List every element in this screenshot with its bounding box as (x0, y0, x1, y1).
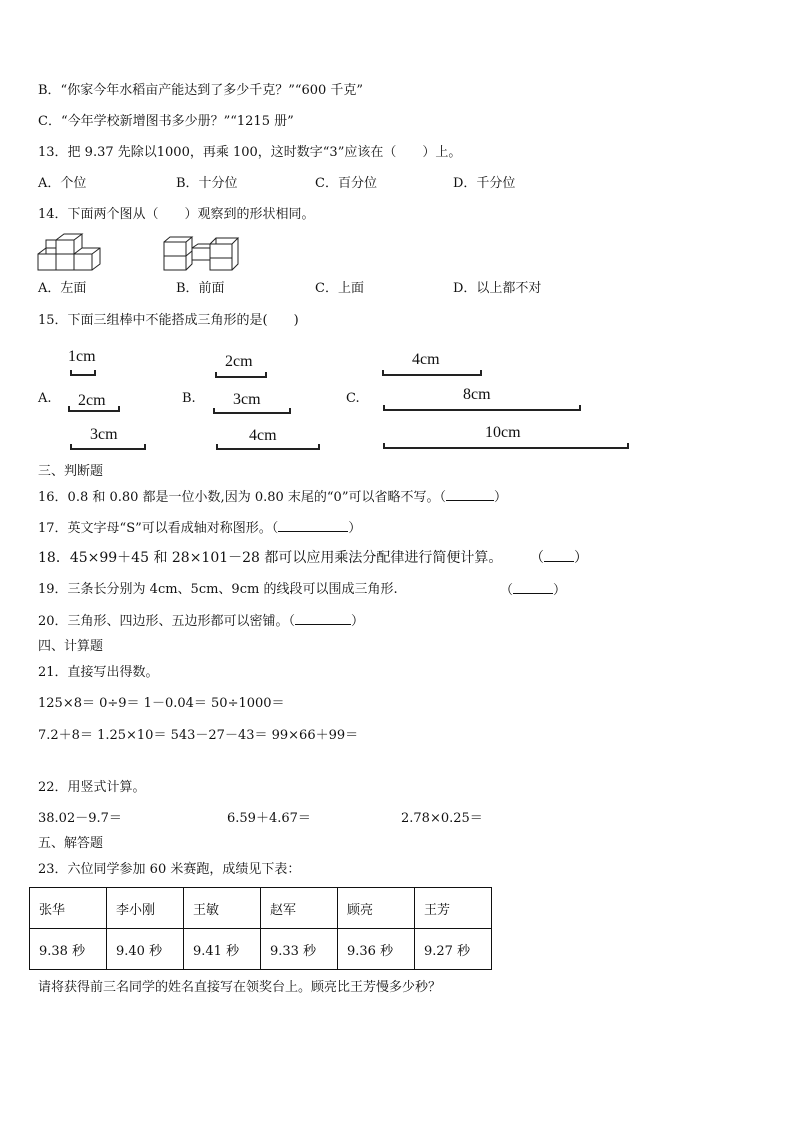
stick-b1-label: 2cm (225, 353, 253, 370)
stick-a1-label: 1cm (68, 348, 96, 365)
stick-a3 (70, 444, 146, 450)
name-cell: 李小刚 (107, 888, 184, 929)
q13-option-c: C．百分位 (315, 176, 377, 191)
q14-option-a: A．左面 (38, 281, 87, 296)
stick-c2-label: 8cm (463, 386, 491, 403)
q15-label-c: C. (346, 391, 360, 406)
stick-c2 (383, 405, 581, 411)
q20 (38, 612, 364, 631)
q23-stem: 23．六位同学参加 60 米赛跑，成绩见下表： (38, 862, 301, 877)
q18-answer-blank[interactable] (544, 549, 574, 562)
q18-paren-open: （ (530, 550, 544, 566)
q22-stem: 22．用竖式计算。 (38, 780, 146, 795)
time-cell: 9.27 秒 (415, 929, 492, 970)
q18-answer (530, 549, 588, 567)
section-3-heading: 三、判断题 (38, 464, 104, 479)
q16-answer-blank[interactable] (446, 488, 494, 501)
time-cell: 9.38 秒 (30, 929, 107, 970)
stick-a2-label: 2cm (78, 392, 106, 409)
stick-b2 (213, 408, 291, 414)
cube-figure-1 (36, 232, 104, 272)
q18-paren-close: ） (574, 550, 588, 566)
cube-figure-2 (162, 232, 242, 272)
q13-option-b: B．十分位 (176, 176, 238, 191)
q22-item-2: 6.59＋4.67＝ (227, 811, 311, 826)
table-row-names (30, 888, 492, 929)
name-cell: 顾亮 (338, 888, 415, 929)
q22-item-3: 2.78×0.25＝ (401, 811, 483, 826)
stick-c3 (383, 443, 629, 449)
q21-stem: 21．直接写出得数。 (38, 665, 159, 680)
stick-a3-label: 3cm (90, 426, 118, 443)
q18 (38, 549, 502, 567)
stick-a2 (68, 406, 120, 412)
q19-paren-open: （ (500, 583, 514, 598)
stick-c1 (382, 370, 482, 376)
q20-answer-blank[interactable] (295, 612, 351, 625)
q17-answer-blank[interactable] (278, 519, 348, 532)
section-5-heading: 五、解答题 (38, 836, 104, 851)
stick-c1-label: 4cm (412, 351, 440, 368)
name-cell: 赵军 (261, 888, 338, 929)
time-cell: 9.40 秒 (107, 929, 184, 970)
name-cell: 王敏 (184, 888, 261, 929)
q20-text: 20．三角形、四边形、五边形都可以密铺。（ (38, 614, 296, 629)
q19-paren-close: ） (553, 583, 567, 598)
q14-option-d: D．以上都不对 (453, 281, 542, 296)
stick-a1 (70, 370, 96, 376)
stick-b3-label: 4cm (249, 427, 277, 444)
q17-text: 17．英文字母“S”可以看成轴对称图形。（ (38, 521, 279, 536)
q19-text: 19．三条长分别为 4cm、5cm、9cm 的线段可以围成三角形. (38, 582, 398, 597)
q23-question: 请将获得前三名同学的姓名直接写在领奖台上。顾亮比王芳慢多少秒？ (38, 980, 442, 995)
q19-answer-blank[interactable] (513, 581, 553, 594)
name-cell: 王芳 (415, 888, 492, 929)
q12-option-b: B．“你家今年水稻亩产能达到了多少千克？”“600 千克” (38, 83, 364, 98)
q15-stem: 15．下面三组棒中不能搭成三角形的是( ) (38, 313, 299, 328)
time-cell: 9.33 秒 (261, 929, 338, 970)
q13-option-d: D．千分位 (453, 176, 516, 191)
table-row-times (30, 929, 492, 970)
stick-c3-label: 10cm (485, 424, 521, 441)
q21-row-1: 125×8＝ 0÷9＝ 1－0.04＝ 50÷1000＝ (38, 696, 285, 711)
q16-text: 16．0.8 和 0.80 都是一位小数,因为 0.80 末尾的“0”可以省略不写。（ (38, 490, 446, 505)
q17 (38, 519, 361, 538)
time-cell: 9.41 秒 (184, 929, 261, 970)
q13-stem: 13．把 9.37 先除以1000，再乘 100，这时数字“3”应该在（ ）上。 (38, 145, 462, 160)
q13-option-a: A．个位 (38, 176, 87, 191)
race-results-table (29, 887, 492, 970)
stick-b2-label: 3cm (233, 391, 261, 408)
q15-label-a: A. (38, 391, 52, 406)
q17-paren-close: ） (348, 521, 362, 536)
q22-item-1: 38.02－9.7＝ (38, 811, 122, 826)
q18-text: 18．45×99＋45 和 28×101－28 都可以应用乘法分配律进行简便计算。 (38, 550, 503, 566)
stick-b3 (216, 444, 320, 450)
q21-row-2: 7.2＋8＝ 1.25×10＝ 543－27－43＝ 99×66＋99＝ (38, 728, 359, 743)
name-cell: 张华 (30, 888, 107, 929)
q14-option-c: C．上面 (315, 281, 364, 296)
q16-paren-close: ） (493, 490, 507, 505)
q14-option-b: B．前面 (176, 281, 225, 296)
q15-label-b: B. (182, 391, 196, 406)
q14-stem: 14．下面两个图从（ ）观察到的形状相同。 (38, 207, 315, 222)
q16 (38, 488, 507, 507)
q19 (38, 581, 398, 599)
q19-answer (500, 581, 566, 600)
stick-b1 (215, 372, 267, 378)
time-cell: 9.36 秒 (338, 929, 415, 970)
section-4-heading: 四、计算题 (38, 639, 104, 654)
q12-option-c: C．“今年学校新增图书多少册？”“1215 册” (38, 114, 294, 129)
q20-paren-close: ） (351, 614, 365, 629)
